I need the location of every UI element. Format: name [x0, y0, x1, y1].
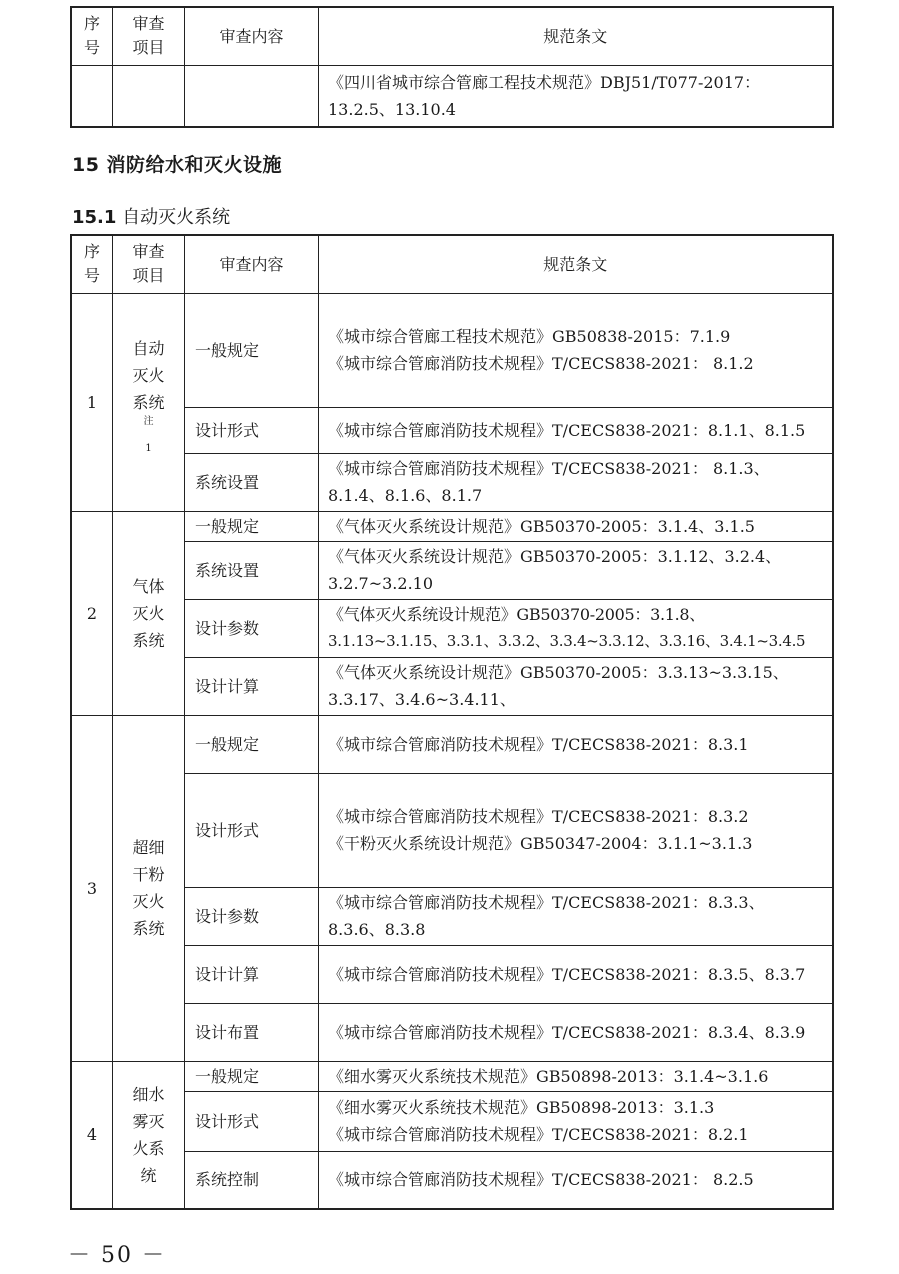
- ref-line: 《干粉灭火系统设计规范》GB50347-2004：3.1.1~3.1.3: [328, 834, 753, 853]
- table-row: [71, 599, 833, 657]
- ref-line: 3.1.13~3.1.15、3.3.1、3.3.2、3.3.4~3.3.12、3.3.16、3.4.1~3.4.5: [328, 632, 806, 650]
- ref-line: 《气体灭火系统设计规范》GB50370-2005：3.1.8、: [328, 605, 705, 624]
- item-line: 系统: [132, 919, 165, 938]
- ref-line: 《城市综合管廊消防技术规程》T/CECS838-2021：8.3.4、8.3.9: [328, 1022, 806, 1042]
- review-content: 系统控制: [185, 1151, 319, 1209]
- item-line: 统: [140, 1165, 157, 1185]
- group-number: 2: [71, 511, 113, 715]
- header-no: [71, 7, 113, 65]
- ref-line: 8.3.6、8.3.8: [328, 920, 426, 939]
- table-row: [71, 1151, 833, 1209]
- table-row: [71, 1061, 833, 1091]
- header-no-line2: 号: [83, 265, 100, 285]
- review-content: 系统设置: [185, 453, 319, 511]
- group-number: 4: [71, 1061, 113, 1209]
- standard-refs: [319, 511, 833, 541]
- standard-refs: [319, 293, 833, 407]
- standard-refs: [319, 657, 833, 715]
- footnote-number: 1: [145, 442, 152, 454]
- table-row: [71, 1091, 833, 1151]
- standard-refs: [319, 1091, 833, 1151]
- header-no-line2: 号: [83, 37, 100, 57]
- ref-line: 3.2.7~3.2.10: [328, 574, 434, 593]
- ref-line: 13.2.5、13.10.4: [328, 99, 456, 119]
- header-no-line1: 序: [83, 241, 100, 261]
- review-content: 设计参数: [185, 599, 319, 657]
- header-item-line2: 项目: [132, 265, 165, 285]
- table-row: [71, 511, 833, 541]
- standard-refs: [319, 715, 833, 773]
- item-line: 系统: [132, 392, 165, 412]
- table-row: [71, 453, 833, 511]
- review-content: 设计计算: [185, 657, 319, 715]
- item-line: 雾灭: [132, 1111, 165, 1131]
- continuation-table: [70, 6, 834, 128]
- item-line: 火系: [132, 1138, 165, 1158]
- standard-refs: [319, 1061, 833, 1091]
- group-item: [113, 715, 185, 1061]
- footnote-marker: 注: [143, 415, 154, 427]
- table-row: [71, 1003, 833, 1061]
- review-content: 设计布置: [185, 1003, 319, 1061]
- ref-line: 《城市综合管廊消防技术规程》T/CECS838-2021：8.2.1: [328, 1125, 749, 1144]
- group-item: [113, 1061, 185, 1209]
- table-header-row: [71, 235, 833, 293]
- ref-line: 《城市综合管廊消防技术规程》T/CECS838-2021：8.3.1: [328, 734, 749, 754]
- ref-line: 《城市综合管廊消防技术规程》T/CECS838-2021：8.3.3、: [328, 893, 765, 912]
- review-content: 系统设置: [185, 541, 319, 599]
- group-number: 3: [71, 715, 113, 1061]
- item-line: 干粉: [132, 865, 165, 884]
- ref-line: 《城市综合管廊消防技术规程》T/CECS838-2021：8.3.5、8.3.7: [328, 964, 806, 984]
- ref-line: 《城市综合管廊消防技术规程》T/CECS838-2021： 8.1.2: [328, 354, 754, 373]
- subsection-number: 15.1: [72, 207, 117, 228]
- standard-refs: [319, 407, 833, 453]
- item-line: 灭火: [132, 892, 165, 911]
- standard-refs: [319, 1003, 833, 1061]
- review-content: 设计计算: [185, 945, 319, 1003]
- ref-line: 《气体灭火系统设计规范》GB50370-2005：3.1.12、3.2.4、: [328, 547, 782, 566]
- header-no: [71, 235, 113, 293]
- ref-line: 《城市综合管廊工程技术规范》GB50838-2015：7.1.9: [328, 327, 731, 346]
- header-content: 审查内容: [185, 7, 319, 65]
- standard-refs: [319, 945, 833, 1003]
- review-content: 设计参数: [185, 887, 319, 945]
- ref-line: 3.3.17、3.4.6~3.4.11、: [328, 690, 516, 709]
- header-standard: 规范条文: [319, 235, 833, 293]
- standard-refs: [319, 599, 833, 657]
- ref-line: 《城市综合管廊消防技术规程》T/CECS838-2021：8.3.2: [328, 807, 749, 826]
- ref-line: 《城市综合管廊消防技术规程》T/CECS838-2021：8.1.1、8.1.5: [328, 420, 806, 440]
- header-item-line1: 审查: [132, 241, 165, 261]
- subsection-title: [72, 203, 230, 229]
- header-item-line2: 项目: [132, 37, 165, 57]
- table-row: [71, 887, 833, 945]
- ref-line: 《气体灭火系统设计规范》GB50370-2005：3.1.4、3.1.5: [328, 516, 755, 536]
- group-item: [113, 511, 185, 715]
- header-content: 审查内容: [185, 235, 319, 293]
- standard-refs: [319, 887, 833, 945]
- item-line: 细水: [132, 1084, 165, 1104]
- standard-refs: [319, 453, 833, 511]
- table-row: [71, 773, 833, 887]
- header-item: [113, 235, 185, 293]
- group-number: 1: [71, 293, 113, 511]
- item-line: 灭火: [132, 603, 165, 623]
- standard-refs: [319, 1151, 833, 1209]
- header-no-line1: 序: [83, 13, 100, 33]
- group-item: [113, 293, 185, 511]
- review-content: 一般规定: [185, 715, 319, 773]
- review-content: 设计形式: [185, 1091, 319, 1151]
- ref-line: 《四川省城市综合管廊工程技术规范》DBJ51/T077-2017：: [328, 72, 761, 92]
- section-title: 15 消防给水和灭火设施: [72, 154, 283, 176]
- ref-line: 《城市综合管廊消防技术规程》T/CECS838-2021： 8.2.5: [328, 1170, 754, 1190]
- table-row: [71, 945, 833, 1003]
- subsection-label: 自动灭火系统: [122, 207, 231, 228]
- ref-line: 《细水雾灭火系统技术规范》GB50898-2013：3.1.4~3.1.6: [328, 1066, 769, 1086]
- page-number: － 50 －: [68, 1243, 166, 1268]
- standard-refs: [319, 541, 833, 599]
- ref-line: 8.1.4、8.1.6、8.1.7: [328, 486, 483, 505]
- standard-refs: [319, 65, 833, 127]
- header-item: [113, 7, 185, 65]
- item-line: 系统: [132, 630, 165, 650]
- review-content: 一般规定: [185, 293, 319, 407]
- table-row: [71, 541, 833, 599]
- standard-refs: [319, 773, 833, 887]
- table-row: [71, 65, 833, 127]
- table-row: [71, 293, 833, 407]
- item-line: 超细: [132, 838, 165, 857]
- review-content: 设计形式: [185, 773, 319, 887]
- review-content: 一般规定: [185, 1061, 319, 1091]
- ref-line: 《细水雾灭火系统技术规范》GB50898-2013：3.1.3: [328, 1098, 715, 1117]
- auto-fire-extinguishing-table: [70, 234, 834, 1210]
- ref-line: 《城市综合管廊消防技术规程》T/CECS838-2021： 8.1.3、: [328, 459, 770, 478]
- review-content: 设计形式: [185, 407, 319, 453]
- review-content: 一般规定: [185, 511, 319, 541]
- table-row: [71, 657, 833, 715]
- header-item-line1: 审查: [132, 13, 165, 33]
- table-row: [71, 715, 833, 773]
- header-standard: 规范条文: [319, 7, 833, 65]
- table-header-row: [71, 7, 833, 65]
- table-row: [71, 407, 833, 453]
- item-line: 自动: [132, 338, 165, 358]
- item-line: 气体: [132, 576, 165, 596]
- ref-line: 《气体灭火系统设计规范》GB50370-2005：3.3.13~3.3.15、: [328, 663, 789, 682]
- item-line: 灭火: [132, 365, 165, 385]
